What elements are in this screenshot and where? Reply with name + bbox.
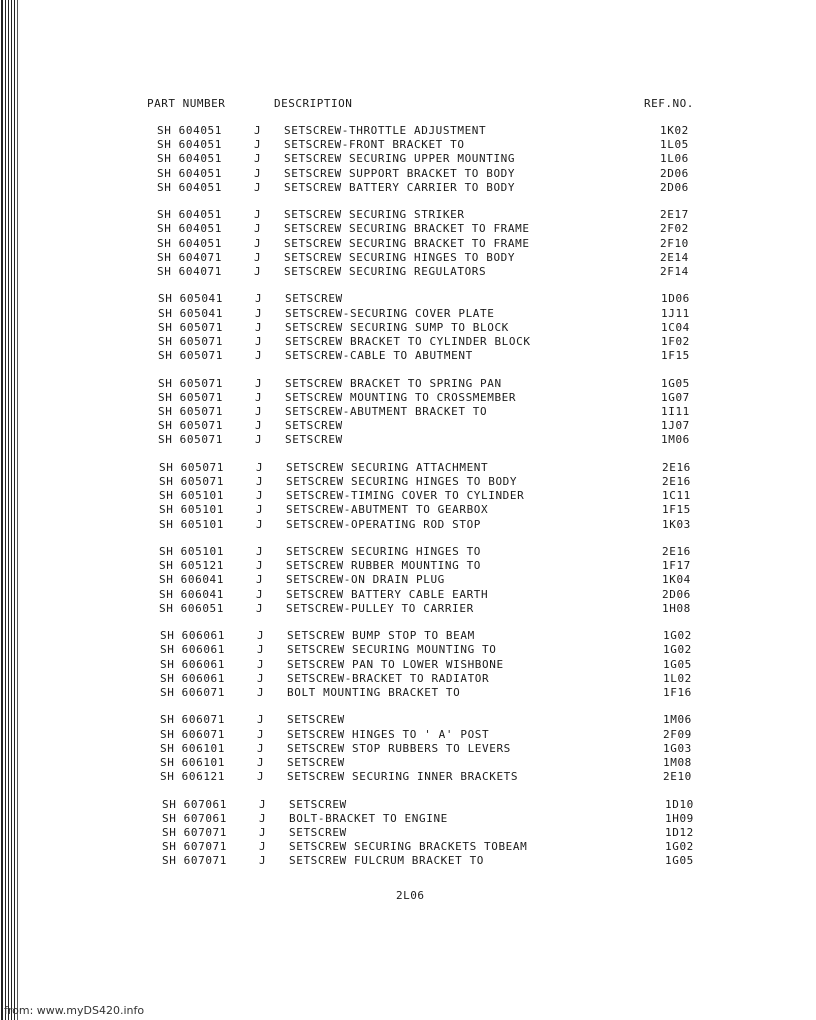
ref-no-cell: 2D06 bbox=[660, 180, 689, 194]
ref-no-cell: 2E16 bbox=[662, 460, 691, 474]
part-number-cell: SH 605071 bbox=[159, 460, 225, 474]
parts-row bbox=[158, 377, 816, 391]
part-number-cell: SH 607061 bbox=[162, 811, 228, 825]
description-cell: SETSCREW-ABUTMENT BRACKET TO bbox=[285, 404, 488, 418]
part-number-cell: SH 606041 bbox=[159, 573, 225, 587]
ref-no-cell: 1D06 bbox=[661, 292, 690, 306]
parts-group bbox=[0, 292, 816, 376]
parts-row bbox=[157, 222, 816, 236]
description-cell: SETSCREW bbox=[287, 755, 345, 769]
parts-row bbox=[162, 840, 816, 854]
flag-cell: J bbox=[259, 840, 267, 854]
flag-cell: J bbox=[259, 811, 267, 825]
part-number-cell: SH 606061 bbox=[160, 657, 226, 671]
part-number-cell: SH 606071 bbox=[160, 713, 226, 727]
part-number-cell: SH 604071 bbox=[157, 264, 223, 278]
flag-cell: J bbox=[255, 419, 263, 433]
parts-row bbox=[160, 742, 816, 756]
parts-row bbox=[159, 503, 816, 517]
ref-no-cell: 2F14 bbox=[660, 264, 689, 278]
parts-row bbox=[159, 475, 816, 489]
part-number-cell: SH 605071 bbox=[159, 474, 225, 488]
ref-no-cell: 1G05 bbox=[661, 376, 690, 390]
description-cell: SETSCREW-ON DRAIN PLUG bbox=[286, 573, 445, 587]
part-number-cell: SH 606051 bbox=[159, 601, 225, 615]
ref-no-cell: 1L02 bbox=[663, 671, 692, 685]
ref-no-cell: 1F15 bbox=[661, 349, 690, 363]
description-cell: SETSCREW-ABUTMENT TO GEARBOX bbox=[286, 503, 489, 517]
ref-no-cell: 1K03 bbox=[662, 517, 691, 531]
description-cell: SETSCREW BRACKET TO CYLINDER BLOCK bbox=[285, 334, 531, 348]
parts-row bbox=[159, 573, 816, 587]
header-description: DESCRIPTION bbox=[274, 97, 353, 110]
flag-cell: J bbox=[254, 250, 262, 264]
flag-cell: J bbox=[257, 685, 265, 699]
description-cell: SETSCREW BATTERY CARRIER TO BODY bbox=[284, 180, 516, 194]
ref-no-cell: 1M06 bbox=[661, 433, 690, 447]
parts-group bbox=[0, 377, 816, 461]
part-number-cell: SH 605101 bbox=[159, 544, 225, 558]
parts-row bbox=[158, 321, 816, 335]
parts-row bbox=[162, 812, 816, 826]
flag-cell: J bbox=[257, 671, 265, 685]
flag-cell: J bbox=[254, 166, 262, 180]
description-cell: SETSCREW-FRONT BRACKET TO bbox=[284, 138, 465, 152]
ref-no-cell: 1M08 bbox=[663, 755, 692, 769]
description-cell: SETSCREW bbox=[287, 713, 345, 727]
parts-group bbox=[0, 545, 816, 629]
ref-no-cell: 2E14 bbox=[660, 250, 689, 264]
ref-no-cell: 2F02 bbox=[660, 222, 689, 236]
part-number-cell: SH 604071 bbox=[157, 250, 223, 264]
ref-no-cell: 2E10 bbox=[663, 770, 692, 784]
description-cell: BOLT-BRACKET TO ENGINE bbox=[289, 811, 448, 825]
parts-row bbox=[160, 643, 816, 657]
part-number-cell: SH 605101 bbox=[159, 517, 225, 531]
column-header bbox=[0, 97, 816, 113]
ref-no-cell: 1C11 bbox=[662, 489, 691, 503]
parts-row bbox=[160, 672, 816, 686]
parts-row bbox=[162, 826, 816, 840]
ref-no-cell: 1H08 bbox=[662, 601, 691, 615]
description-cell: SETSCREW SUPPORT BRACKET TO BODY bbox=[284, 166, 516, 180]
ref-no-cell: 1G02 bbox=[663, 643, 692, 657]
part-number-cell: SH 606101 bbox=[160, 755, 226, 769]
ref-no-cell: 2F10 bbox=[660, 236, 689, 250]
flag-cell: J bbox=[254, 264, 262, 278]
flag-cell: J bbox=[256, 587, 264, 601]
part-number-cell: SH 606071 bbox=[160, 727, 226, 741]
flag-cell: J bbox=[257, 727, 265, 741]
parts-row bbox=[158, 349, 816, 363]
parts-group bbox=[0, 208, 816, 292]
part-number-cell: SH 607071 bbox=[162, 840, 228, 854]
part-number-cell: SH 606071 bbox=[160, 685, 226, 699]
flag-cell: J bbox=[254, 124, 262, 137]
parts-row bbox=[158, 419, 816, 433]
flag-cell: J bbox=[254, 180, 262, 194]
description-cell: SETSCREW FULCRUM BRACKET TO bbox=[289, 854, 485, 868]
flag-cell: J bbox=[255, 390, 263, 404]
parts-row bbox=[160, 686, 816, 700]
flag-cell: J bbox=[255, 292, 263, 306]
description-cell: SETSCREW SECURING ATTACHMENT bbox=[286, 460, 489, 474]
description-cell: SETSCREW bbox=[289, 825, 347, 839]
description-cell: SETSCREW SECURING MOUNTING TO bbox=[287, 643, 497, 657]
flag-cell: J bbox=[255, 306, 263, 320]
parts-row bbox=[157, 181, 816, 195]
description-cell: SETSCREW SECURING INNER BRACKETS bbox=[287, 770, 519, 784]
flag-cell: J bbox=[257, 643, 265, 657]
description-cell: SETSCREW SECURING HINGES TO BODY bbox=[284, 250, 516, 264]
parts-row bbox=[157, 152, 816, 166]
part-number-cell: SH 604051 bbox=[157, 166, 223, 180]
parts-row bbox=[159, 461, 816, 475]
ref-no-cell: 1F02 bbox=[661, 334, 690, 348]
part-number-cell: SH 604051 bbox=[157, 152, 223, 166]
description-cell: SETSCREW SECURING UPPER MOUNTING bbox=[284, 152, 516, 166]
description-cell: SETSCREW-PULLEY TO CARRIER bbox=[286, 601, 474, 615]
flag-cell: J bbox=[257, 755, 265, 769]
part-number-cell: SH 604051 bbox=[157, 222, 223, 236]
flag-cell: J bbox=[254, 236, 262, 250]
flag-cell: J bbox=[259, 797, 267, 811]
description-cell: SETSCREW STOP RUBBERS TO LEVERS bbox=[287, 741, 511, 755]
flag-cell: J bbox=[256, 544, 264, 558]
parts-group bbox=[0, 713, 816, 797]
ref-no-cell: 2E16 bbox=[662, 544, 691, 558]
ref-no-cell: 2E17 bbox=[660, 208, 689, 222]
description-cell: SETSCREW SECURING SUMP TO BLOCK bbox=[285, 320, 509, 334]
ref-no-cell: 1K02 bbox=[660, 124, 689, 137]
flag-cell: J bbox=[256, 489, 264, 503]
parts-row bbox=[158, 391, 816, 405]
parts-group bbox=[0, 798, 816, 882]
description-cell: SETSCREW RUBBER MOUNTING TO bbox=[286, 559, 482, 573]
parts-group bbox=[0, 461, 816, 545]
ref-no-cell: 1K04 bbox=[662, 573, 691, 587]
part-number-cell: SH 604051 bbox=[157, 138, 223, 152]
flag-cell: J bbox=[254, 222, 262, 236]
flag-cell: J bbox=[255, 404, 263, 418]
description-cell: SETSCREW-BRACKET TO RADIATOR bbox=[287, 671, 490, 685]
description-cell: SETSCREW-TIMING COVER TO CYLINDER bbox=[286, 489, 525, 503]
flag-cell: J bbox=[256, 559, 264, 573]
flag-cell: J bbox=[257, 657, 265, 671]
part-number-cell: SH 605041 bbox=[158, 306, 224, 320]
ref-no-cell: 2D06 bbox=[660, 166, 689, 180]
parts-row bbox=[162, 798, 816, 812]
flag-cell: J bbox=[257, 770, 265, 784]
part-number-cell: SH 607071 bbox=[162, 854, 228, 868]
ref-no-cell: 1M06 bbox=[663, 713, 692, 727]
part-number-cell: SH 605071 bbox=[158, 433, 224, 447]
description-cell: SETSCREW BATTERY CABLE EARTH bbox=[286, 587, 489, 601]
parts-row bbox=[159, 545, 816, 559]
parts-row bbox=[159, 489, 816, 503]
description-cell: SETSCREW-OPERATING ROD STOP bbox=[286, 517, 482, 531]
part-number-cell: SH 604051 bbox=[157, 208, 223, 222]
flag-cell: J bbox=[259, 854, 267, 868]
description-cell: SETSCREW BRACKET TO SPRING PAN bbox=[285, 376, 502, 390]
description-cell: SETSCREW-SECURING COVER PLATE bbox=[285, 306, 495, 320]
description-cell: SETSCREW bbox=[285, 419, 343, 433]
parts-row bbox=[160, 658, 816, 672]
description-cell: SETSCREW bbox=[289, 797, 347, 811]
part-number-cell: SH 605071 bbox=[158, 376, 224, 390]
flag-cell: J bbox=[256, 474, 264, 488]
description-cell: SETSCREW SECURING HINGES TO BODY bbox=[286, 474, 518, 488]
parts-group bbox=[0, 124, 816, 208]
ref-no-cell: 1L06 bbox=[660, 152, 689, 166]
description-cell: SETSCREW SECURING REGULATORS bbox=[284, 264, 487, 278]
part-number-cell: SH 605121 bbox=[159, 559, 225, 573]
ref-no-cell: 1G05 bbox=[663, 657, 692, 671]
flag-cell: J bbox=[254, 138, 262, 152]
source-footer: from: www.myDS420.info bbox=[4, 1004, 145, 1017]
parts-row bbox=[157, 237, 816, 251]
parts-row bbox=[162, 854, 816, 868]
ref-no-cell: 1G05 bbox=[665, 854, 694, 868]
ref-no-cell: 1G02 bbox=[665, 840, 694, 854]
part-number-cell: SH 604051 bbox=[157, 180, 223, 194]
flag-cell: J bbox=[254, 208, 262, 222]
flag-cell: J bbox=[255, 334, 263, 348]
flag-cell: J bbox=[256, 601, 264, 615]
flag-cell: J bbox=[257, 713, 265, 727]
flag-cell: J bbox=[257, 741, 265, 755]
part-number-cell: SH 606061 bbox=[160, 671, 226, 685]
parts-row bbox=[159, 518, 816, 532]
parts-row bbox=[160, 629, 816, 643]
part-number-cell: SH 606041 bbox=[159, 587, 225, 601]
description-cell: SETSCREW MOUNTING TO CROSSMEMBER bbox=[285, 390, 517, 404]
part-number-cell: SH 605071 bbox=[158, 349, 224, 363]
ref-no-cell: 1L05 bbox=[660, 138, 689, 152]
part-number-cell: SH 605071 bbox=[158, 390, 224, 404]
ref-no-cell: 2F09 bbox=[663, 727, 692, 741]
ref-no-cell: 2E16 bbox=[662, 474, 691, 488]
ref-no-cell: 1G02 bbox=[663, 629, 692, 643]
description-cell: SETSCREW SECURING STRIKER bbox=[284, 208, 465, 222]
parts-row bbox=[157, 265, 816, 279]
description-cell: SETSCREW BUMP STOP TO BEAM bbox=[287, 629, 475, 643]
part-number-cell: SH 605071 bbox=[158, 334, 224, 348]
description-cell: SETSCREW bbox=[285, 292, 343, 306]
parts-group bbox=[0, 629, 816, 713]
parts-row bbox=[158, 335, 816, 349]
flag-cell: J bbox=[256, 517, 264, 531]
description-cell: SETSCREW SECURING BRACKET TO FRAME bbox=[284, 236, 530, 250]
parts-row bbox=[157, 124, 816, 138]
ref-no-cell: 1F16 bbox=[663, 685, 692, 699]
parts-row bbox=[157, 251, 816, 265]
parts-row bbox=[158, 307, 816, 321]
description-cell: SETSCREW-THROTTLE ADJUSTMENT bbox=[284, 124, 487, 137]
header-ref-no: REF.NO. bbox=[644, 97, 694, 110]
ref-no-cell: 1J11 bbox=[661, 306, 690, 320]
parts-row bbox=[157, 208, 816, 222]
description-cell: BOLT MOUNTING BRACKET TO bbox=[287, 685, 461, 699]
parts-row bbox=[159, 602, 816, 616]
parts-row bbox=[160, 756, 816, 770]
ref-no-cell: 1C04 bbox=[661, 320, 690, 334]
part-number-cell: SH 605041 bbox=[158, 292, 224, 306]
part-number-cell: SH 605071 bbox=[158, 320, 224, 334]
part-number-cell: SH 607071 bbox=[162, 825, 228, 839]
ref-no-cell: 1I11 bbox=[661, 404, 690, 418]
part-number-cell: SH 605101 bbox=[159, 503, 225, 517]
part-number-cell: SH 605101 bbox=[159, 489, 225, 503]
parts-row bbox=[160, 770, 816, 784]
flag-cell: J bbox=[255, 349, 263, 363]
flag-cell: J bbox=[254, 152, 262, 166]
parts-row bbox=[158, 433, 816, 447]
flag-cell: J bbox=[255, 376, 263, 390]
description-cell: SETSCREW HINGES TO ' A' POST bbox=[287, 727, 490, 741]
flag-cell: J bbox=[256, 503, 264, 517]
description-cell: SETSCREW bbox=[285, 433, 343, 447]
ref-no-cell: 1G07 bbox=[661, 390, 690, 404]
parts-row bbox=[159, 559, 816, 573]
ref-no-cell: 1J07 bbox=[661, 419, 690, 433]
parts-row bbox=[157, 138, 816, 152]
flag-cell: J bbox=[255, 320, 263, 334]
part-number-cell: SH 604051 bbox=[157, 124, 223, 137]
part-number-cell: SH 606061 bbox=[160, 643, 226, 657]
parts-row bbox=[159, 588, 816, 602]
part-number-cell: SH 604051 bbox=[157, 236, 223, 250]
flag-cell: J bbox=[256, 460, 264, 474]
part-number-cell: SH 605071 bbox=[158, 404, 224, 418]
description-cell: SETSCREW SECURING HINGES TO bbox=[286, 544, 482, 558]
ref-no-cell: 1G03 bbox=[663, 741, 692, 755]
part-number-cell: SH 606061 bbox=[160, 629, 226, 643]
description-cell: SETSCREW-CABLE TO ABUTMENT bbox=[285, 349, 473, 363]
page-number: 2L06 bbox=[396, 889, 425, 902]
ref-no-cell: 1D10 bbox=[665, 797, 694, 811]
flag-cell: J bbox=[257, 629, 265, 643]
parts-row bbox=[158, 405, 816, 419]
part-number-cell: SH 606101 bbox=[160, 741, 226, 755]
flag-cell: J bbox=[256, 573, 264, 587]
part-number-cell: SH 607061 bbox=[162, 797, 228, 811]
ref-no-cell: 1F17 bbox=[662, 559, 691, 573]
ref-no-cell: 2D06 bbox=[662, 587, 691, 601]
part-number-cell: SH 605071 bbox=[158, 419, 224, 433]
header-part-number: PART NUMBER bbox=[147, 97, 226, 110]
ref-no-cell: 1F15 bbox=[662, 503, 691, 517]
parts-row bbox=[158, 292, 816, 306]
parts-table bbox=[0, 124, 816, 882]
ref-no-cell: 1D12 bbox=[665, 825, 694, 839]
description-cell: SETSCREW PAN TO LOWER WISHBONE bbox=[287, 657, 504, 671]
flag-cell: J bbox=[255, 433, 263, 447]
description-cell: SETSCREW SECURING BRACKET TO FRAME bbox=[284, 222, 530, 236]
parts-row bbox=[160, 728, 816, 742]
part-number-cell: SH 606121 bbox=[160, 770, 226, 784]
ref-no-cell: 1H09 bbox=[665, 811, 694, 825]
parts-row bbox=[160, 713, 816, 727]
parts-row bbox=[157, 167, 816, 181]
flag-cell: J bbox=[259, 825, 267, 839]
description-cell: SETSCREW SECURING BRACKETS TOBEAM bbox=[289, 840, 528, 854]
